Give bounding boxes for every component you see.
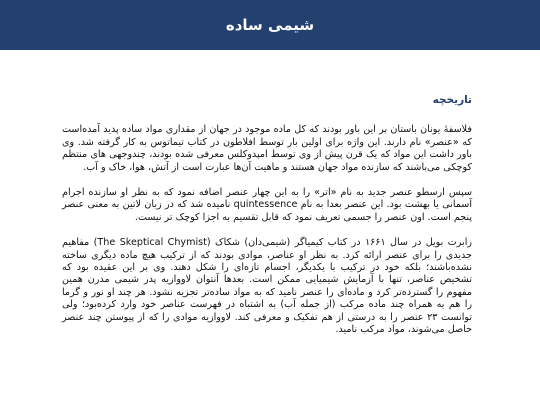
page-header: [0, 0, 540, 50]
paragraph-boyle-lavoisier: رابرت بویل در سال ۱۶۶۱ در کتاب کیمیاگر (شیمی‌دان) شکاک (The Skeptical Chymist) مفاهیم جدیدی را برای عنصر ارائه کرد. به نظر او عناصر، موادی بودند که از ترکیب هیچ ماده دیگری ساخته نشده‌باشند؛ بلکه خود در ترکیب با یکدیگر، اجسام تازه‌ای را شکل دهند. وی بر این عقیده بود که تشخیص عناصر، تنها با آزمایش شیمیایی ممکن است. بعدها آنتوان لاووازیه پدر شیمی مدرن همین مفهوم را گسترده‌تر کرد و ماده‌ای را عنصر نامید که به مواد ساده‌تر تجزیه نشود. هر چند او نور و گرما را هم به همراه چند ماده مرکب (از جمله آب) به اشتباه در فهرست عناصر خود وارد کرده‌بود؛ ولی توانست ۲۳ عنصر را به درستی از هم تفکیک و معرفی کند. لاووازیه موادی را که از پیوستن چند عنصر حاصل می‌شوند، مواد مرکب نامید.: [62, 237, 472, 336]
section-heading: تاریخچه: [432, 94, 472, 106]
article-content: [0, 94, 540, 337]
paragraph-greek-philosophers: فلاسفهٔ یونان باستان بر این باور بودند که کل ماده موجود در جهان از مقداری مواد ساده پدید آمده‌است که «عنصر» نام دارند. این واژه برای اولین بار توسط افلاطون در کتاب تیماتوس به کار گرفته شد. وی باور داشت این مواد که یک قرن پیش از وی توسط امپدوکلس معرفی شده بودند، چندوجهی های منتظم کوچکی می‌باشند که سازنده مواد جهان هستند و ماهیت آن‌ها عبارت است از آتش، هوا، خاک و آب.: [62, 124, 472, 173]
page-title: شیمی ساده: [225, 16, 315, 34]
paragraph-aristotle-ether: سپس ارسطو عنصر جدید به نام «اتر» را به این چهار عنصر اضافه نمود که به نظر او سازنده اجرام آسمانی یا بهشت بود. این عنصر بعدا به نام quintessence نامیده شد که در زبان لاتین به معنی عنصر پنجم است. اون عنصر را جسمی تعریف نمود که قابل تقسیم به اجزا کوچک تر نیست.: [62, 187, 472, 223]
